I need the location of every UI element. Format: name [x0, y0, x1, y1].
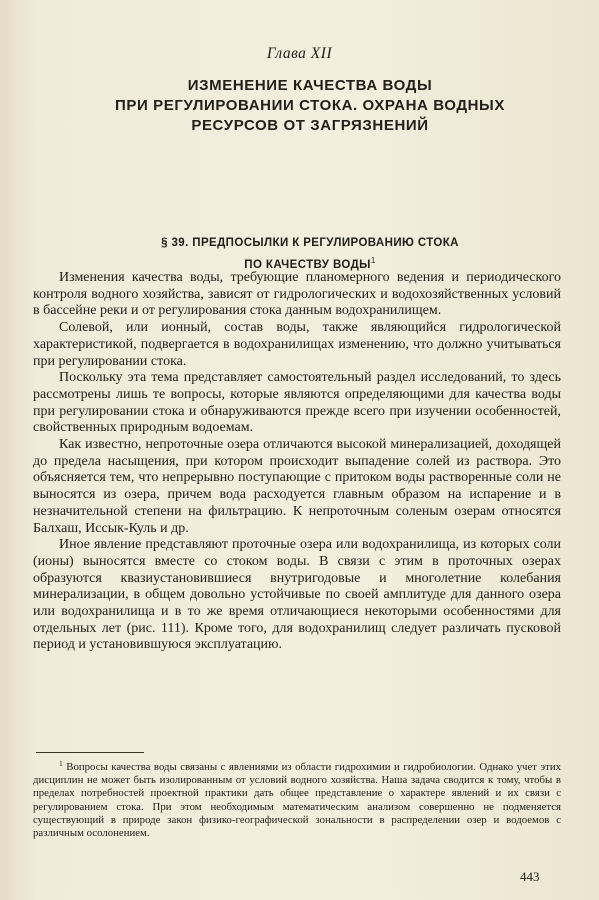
footnote-body: Вопросы качества воды связаны с явлениями из области гидрохимии и гидробиологии. Однако учет этих дисциплин не может быть изолированным от условий водного хозяйства. Наша задача сводится к тому, чтобы в пределах потребностей проектной практики дать общее представление о характере явлений и их связи с регулированием стока. При этом необходимым математическим анализом совершенно не подменяется существующий в природе закон физико-географической зональности в распределении озер и водоемов с различным осолонением.: [33, 761, 561, 840]
paragraph: Поскольку эта тема представляет самостоятельный раздел исследований, то здесь рассмотрены лишь те вопросы, которые являются определяющими для качества воды при регулировании стока и обнаруживаются прежде всего при изучении особенностей, свойственных природным водоемам.: [33, 370, 561, 436]
page-number: 443: [520, 869, 540, 884]
body-text: [33, 270, 561, 654]
paragraph: Иное явление представляют проточные озера или водохранилища, из которых соли (ионы) выносятся вместе со стоком воды. В связи с этим в проточных озерах образуются квазиустановившиеся внутригодовые и многолетние колебания минерализации, в общем довольно устойчивые по своей амплитуде для данного озера или водохранилища и в то же время отличающиеся некоторыми особенностями для отдельных лет (рис. 111). Кроме того, для водохранилищ следует различать пусковой период и установившуюся эксплуатацию.: [33, 537, 561, 653]
section-heading-line: § 39. ПРЕДПОСЫЛКИ К РЕГУЛИРОВАНИЮ СТОКА: [161, 237, 459, 249]
footnote-divider: [36, 752, 144, 753]
chapter-title-line: ПРИ РЕГУЛИРОВАНИИ СТОКА. ОХРАНА ВОДНЫХ: [115, 97, 505, 114]
footnote: [33, 757, 561, 840]
chapter-title: [110, 76, 510, 136]
section-heading: [60, 234, 560, 274]
footnote-reference: 1: [370, 256, 376, 265]
section-heading-text: ПО КАЧЕСТВУ ВОДЫ: [244, 259, 371, 271]
chapter-heading: Глава XII: [266, 45, 333, 62]
chapter-title-line: РЕСУРСОВ ОТ ЗАГРЯЗНЕНИЙ: [191, 117, 429, 134]
chapter-title-line: ИЗМЕНЕНИЕ КАЧЕСТВА ВОДЫ: [187, 77, 433, 94]
footnote-text: [33, 757, 561, 840]
paragraph: Изменения качества воды, требующие планомерного ведения и периодического контроля водного хозяйства, зависят от гидрологических и водохозяйственных условий в бассейне реки и от регулирования стока данным водохранилищем.: [33, 270, 561, 319]
paragraph: Солевой, или ионный, состав воды, также являющийся гидрологической характеристикой, подвергается в водохранилищах изменению, что должно учитываться при регулировании стока.: [33, 320, 561, 369]
paragraph: Как известно, непроточные озера отличаются высокой минерализацией, доходящей до предела насыщения, при котором происходит выпадение солей из раствора. Это объясняется тем, что непрерывно поступающие с притоком воды растворенные соли не выносятся из озера, причем вода расходуется главным образом на испарение и в незначительной степени на фильтрацию. К непроточным соленым озерам относятся Балхаш, Иссык-Куль и др.: [33, 437, 561, 536]
footnote-mark: 1: [59, 759, 63, 768]
